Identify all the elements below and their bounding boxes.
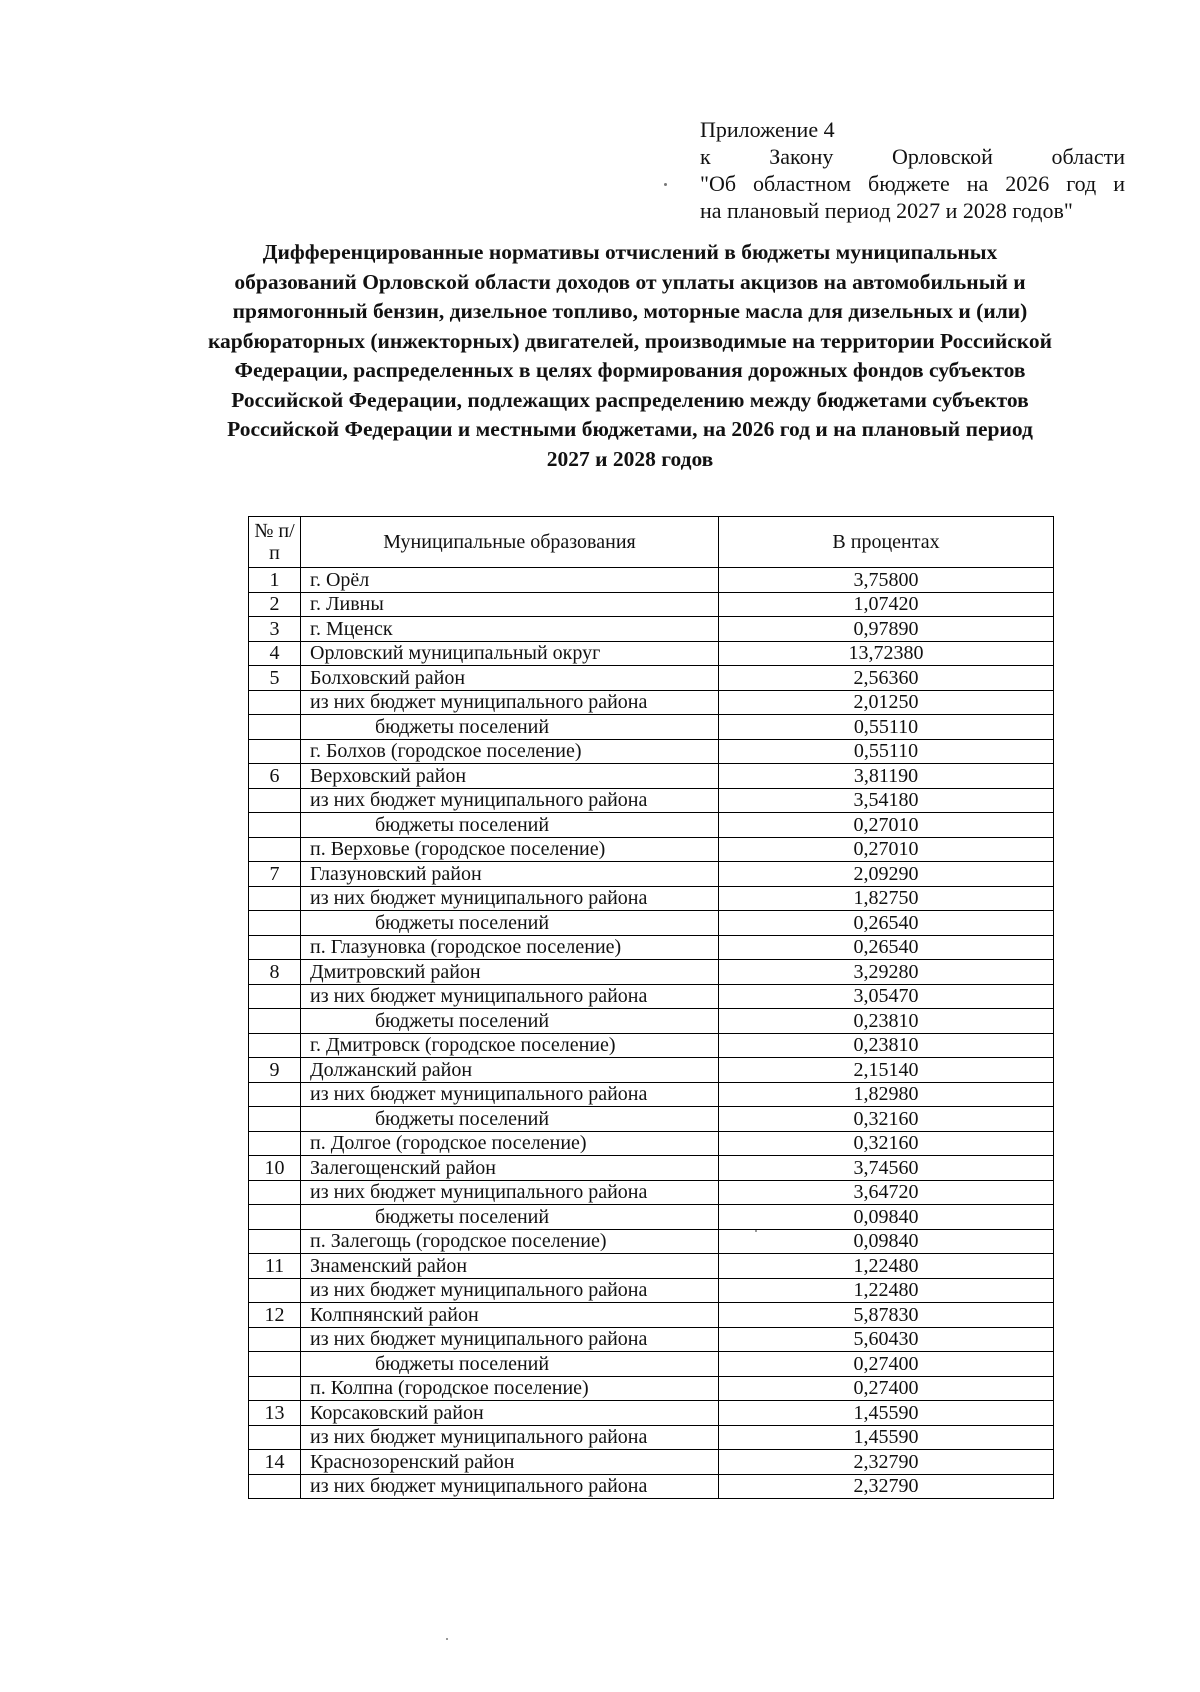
row-percent: 0,27010 [719,813,1054,838]
header-number: № п/п [249,517,301,568]
row-number [249,1033,301,1058]
row-number [249,837,301,862]
table-row [249,764,1054,789]
row-municipality: из них бюджет муниципального района [301,1180,719,1205]
row-percent: 3,64720 [719,1180,1054,1205]
appendix-word: год [1066,171,1097,196]
row-percent: 0,23810 [719,1009,1054,1034]
table-row [249,1180,1054,1205]
row-municipality: п. Колпна (городское поселение) [301,1376,719,1401]
row-number [249,1327,301,1352]
row-municipality: г. Орёл [301,568,719,593]
row-municipality: Знаменский район [301,1254,719,1279]
title-line: Российской Федерации, подлежащих распределению между бюджетами субъектов [231,387,1029,412]
row-percent: 2,01250 [719,690,1054,715]
row-number: 9 [249,1058,301,1083]
row-number [249,813,301,838]
row-number [249,1131,301,1156]
row-percent: 3,54180 [719,788,1054,813]
row-percent: 13,72380 [719,641,1054,666]
row-number: 1 [249,568,301,593]
row-number: 3 [249,617,301,642]
row-percent: 2,32790 [719,1450,1054,1475]
row-municipality: бюджеты поселений [301,715,719,740]
row-number: 12 [249,1303,301,1328]
row-percent: 0,09840 [719,1205,1054,1230]
row-municipality: Колпнянский район [301,1303,719,1328]
table-row [249,1033,1054,1058]
title-line: Дифференцированные нормативы отчислений в бюджеты муниципальных [262,240,998,264]
row-number [249,1180,301,1205]
table-body [249,568,1054,1499]
row-municipality: из них бюджет муниципального района [301,1327,719,1352]
row-municipality: из них бюджет муниципального района [301,1474,719,1499]
row-number: 13 [249,1401,301,1426]
row-municipality: Болховский район [301,666,719,691]
scan-speck [446,1638,448,1640]
row-percent: 3,74560 [719,1156,1054,1181]
title-line: Федерации, распределенных в целях формирования дорожных фондов субъектов [234,358,1026,382]
row-municipality: Орловский муниципальный округ [301,641,719,666]
appendix-budget-line [700,170,1125,197]
row-number [249,1376,301,1401]
row-municipality: из них бюджет муниципального района [301,984,719,1009]
row-number [249,1082,301,1107]
appendix-word: области [1051,144,1125,169]
appendix-period-line: на плановый период 2027 и 2028 годов" [700,198,1073,223]
title-line: Российской Федерации и местными бюджетами, на 2026 год и на плановый период [227,417,1033,441]
title-line: 2027 и 2028 годов [546,446,714,471]
appendix-word: к [700,144,711,169]
table-row [249,1376,1054,1401]
table-row [249,568,1054,593]
row-number [249,1107,301,1132]
row-number: 7 [249,862,301,887]
row-number [249,739,301,764]
row-municipality: бюджеты поселений [301,1009,719,1034]
row-municipality: г. Дмитровск (городское поселение) [301,1033,719,1058]
title-line: карбюраторных (инжекторных) двигателей, производимые на территории Российской [207,328,1053,353]
row-municipality: Краснозоренский район [301,1450,719,1475]
row-municipality: из них бюджет муниципального района [301,1425,719,1450]
row-percent: 0,09840 [719,1229,1054,1254]
row-percent: 5,87830 [719,1303,1054,1328]
row-percent: 3,05470 [719,984,1054,1009]
row-municipality: бюджеты поселений [301,1352,719,1377]
row-number: 5 [249,666,301,691]
row-percent: 1,07420 [719,592,1054,617]
table-row [249,1058,1054,1083]
row-number [249,1425,301,1450]
table-row [249,1327,1054,1352]
row-municipality: бюджеты поселений [301,911,719,936]
table-row [249,1131,1054,1156]
row-municipality: из них бюджет муниципального района [301,1278,719,1303]
appendix-word: Орловской [891,144,993,169]
row-number [249,1009,301,1034]
appendix-word: и [1113,171,1125,196]
row-municipality: Глазуновский район [301,862,719,887]
scan-speck [664,183,667,186]
table-row [249,592,1054,617]
table-row [249,739,1054,764]
appendix-reference [700,116,1125,224]
row-percent: 3,29280 [719,960,1054,985]
appendix-word: на [966,171,989,196]
table-row [249,813,1054,838]
row-municipality: из них бюджет муниципального района [301,690,719,715]
row-municipality: Дмитровский район [301,960,719,985]
row-percent: 0,55110 [719,739,1054,764]
table-row [249,1229,1054,1254]
row-number [249,1352,301,1377]
row-municipality: Корсаковский район [301,1401,719,1426]
row-percent: 0,27010 [719,837,1054,862]
row-percent: 0,26540 [719,935,1054,960]
row-number: 14 [249,1450,301,1475]
table-row [249,911,1054,936]
row-percent: 0,27400 [719,1352,1054,1377]
row-percent: 2,56360 [719,666,1054,691]
table-row [249,690,1054,715]
row-percent: 0,32160 [719,1107,1054,1132]
table-row [249,1107,1054,1132]
row-municipality: Должанский район [301,1058,719,1083]
row-municipality: бюджеты поселений [301,1205,719,1230]
row-percent: 2,32790 [719,1474,1054,1499]
header-municipality: Муниципальные образования [301,517,719,568]
row-number [249,984,301,1009]
row-municipality: г. Мценск [301,617,719,642]
table-row [249,1352,1054,1377]
table-row [249,617,1054,642]
table-row [249,666,1054,691]
row-percent: 3,75800 [719,568,1054,593]
table-row [249,1401,1054,1426]
table-header-row [249,517,1054,568]
row-municipality: п. Залегощь (городское поселение) [301,1229,719,1254]
table-row [249,960,1054,985]
row-percent: 1,22480 [719,1254,1054,1279]
row-percent: 2,09290 [719,862,1054,887]
row-percent: 1,45590 [719,1425,1054,1450]
row-number: 4 [249,641,301,666]
row-percent: 0,23810 [719,1033,1054,1058]
appendix-word: 2026 [1005,171,1050,196]
row-municipality: из них бюджет муниципального района [301,1082,719,1107]
table-row [249,641,1054,666]
row-percent: 0,32160 [719,1131,1054,1156]
appendix-number: Приложение 4 [700,117,835,142]
table-row [249,1156,1054,1181]
table-row [249,837,1054,862]
row-percent: 1,82750 [719,886,1054,911]
scan-speck [755,1230,757,1232]
table-row [249,1425,1054,1450]
row-municipality: п. Верховье (городское поселение) [301,837,719,862]
row-municipality: Верховский район [301,764,719,789]
table-row [249,1450,1054,1475]
row-municipality: из них бюджет муниципального района [301,886,719,911]
row-percent: 1,22480 [719,1278,1054,1303]
table-row [249,984,1054,1009]
row-percent: 0,97890 [719,617,1054,642]
row-municipality: бюджеты поселений [301,1107,719,1132]
table-row [249,935,1054,960]
appendix-law-line [700,143,1125,170]
row-percent: 3,81190 [719,764,1054,789]
row-number [249,1278,301,1303]
appendix-word: "Об [700,171,737,196]
row-number: 2 [249,592,301,617]
row-number [249,1205,301,1230]
row-municipality: Залегощенский район [301,1156,719,1181]
row-percent: 0,55110 [719,715,1054,740]
table-row [249,1009,1054,1034]
norms-table [248,516,1054,1499]
row-number [249,935,301,960]
header-percent: В процентах [719,517,1054,568]
row-number [249,1229,301,1254]
row-percent: 0,26540 [719,911,1054,936]
table-row [249,1303,1054,1328]
table-row [249,862,1054,887]
table-row [249,715,1054,740]
appendix-word: бюджете [868,171,950,196]
row-number: 8 [249,960,301,985]
table-row [249,1082,1054,1107]
row-municipality: г. Болхов (городское поселение) [301,739,719,764]
row-number [249,715,301,740]
table-row [249,1278,1054,1303]
document-title [150,238,1110,474]
row-percent: 0,27400 [719,1376,1054,1401]
title-line: образований Орловской области доходов от уплаты акцизов на автомобильный и [234,269,1026,294]
row-number: 11 [249,1254,301,1279]
row-number [249,911,301,936]
row-municipality: из них бюджет муниципального района [301,788,719,813]
row-percent: 1,45590 [719,1401,1054,1426]
row-percent: 1,82980 [719,1082,1054,1107]
row-municipality: г. Ливны [301,592,719,617]
row-number [249,690,301,715]
row-number: 10 [249,1156,301,1181]
row-municipality: бюджеты поселений [301,813,719,838]
title-line: прямогонный бензин, дизельное топливо, моторные масла для дизельных и (или) [232,299,1028,323]
row-municipality: п. Глазуновка (городское поселение) [301,935,719,960]
appendix-word: областном [753,171,852,196]
row-number [249,1474,301,1499]
row-percent: 2,15140 [719,1058,1054,1083]
table-row [249,1254,1054,1279]
table-row [249,1205,1054,1230]
row-number: 6 [249,764,301,789]
table-row [249,886,1054,911]
row-percent: 5,60430 [719,1327,1054,1352]
appendix-word: Закону [769,144,834,169]
table-row [249,1474,1054,1499]
row-municipality: п. Долгое (городское поселение) [301,1131,719,1156]
table-row [249,788,1054,813]
row-number [249,788,301,813]
row-number [249,886,301,911]
